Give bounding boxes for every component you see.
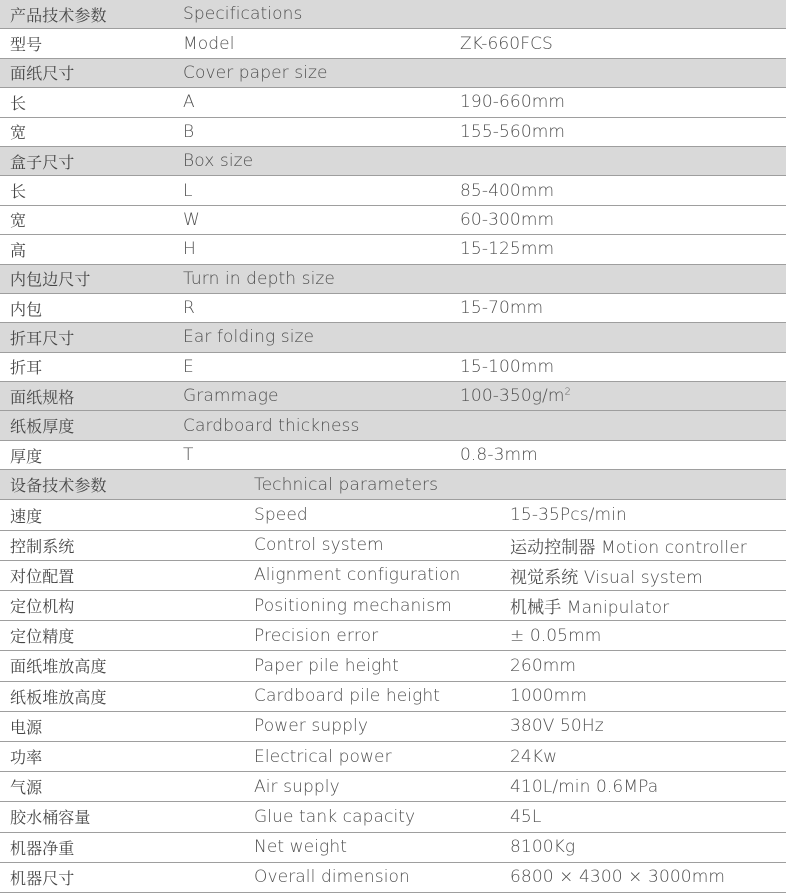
table-row bbox=[0, 802, 786, 832]
table-row bbox=[0, 352, 786, 381]
row-label-en: Speed bbox=[244, 500, 500, 530]
header-label-en: Technical parameters bbox=[244, 470, 500, 500]
row-label-en: Positioning mechanism bbox=[244, 591, 500, 621]
row-label-zh: 面纸堆放高度 bbox=[0, 651, 244, 681]
row-value: 380V 50Hz bbox=[500, 711, 786, 741]
row-label-zh: 高 bbox=[0, 235, 173, 264]
row-label-zh: 对位配置 bbox=[0, 560, 244, 590]
table-row bbox=[0, 651, 786, 681]
row-label-en: L bbox=[173, 176, 450, 205]
row-label-en: Power supply bbox=[244, 711, 500, 741]
row-label-zh: 机器净重 bbox=[0, 832, 244, 862]
row-label-en: Glue tank capacity bbox=[244, 802, 500, 832]
row-label-en: W bbox=[173, 205, 450, 234]
row-value: 6800 × 4300 × 3000mm bbox=[500, 862, 786, 892]
row-value: 15-70mm bbox=[450, 293, 786, 322]
row-label-zh: 内包 bbox=[0, 293, 173, 322]
row-label-en: Electrical power bbox=[244, 741, 500, 771]
row-value: 155-560mm bbox=[450, 117, 786, 146]
table-row bbox=[0, 862, 786, 892]
row-value: 视觉系统 Visual system bbox=[500, 560, 786, 590]
row-label-zh: 气源 bbox=[0, 772, 244, 802]
row-label-zh: 折耳 bbox=[0, 352, 173, 381]
row-label-zh: 电源 bbox=[0, 711, 244, 741]
row-label-en: Alignment configuration bbox=[244, 560, 500, 590]
section-header-row bbox=[0, 382, 786, 411]
table-row bbox=[0, 205, 786, 234]
row-value bbox=[450, 323, 786, 352]
row-value: $100-350g/m^2$ bbox=[450, 382, 786, 411]
row-label-zh: 宽 bbox=[0, 205, 173, 234]
row-value: 15-125mm bbox=[450, 235, 786, 264]
row-label-zh: 功率 bbox=[0, 741, 244, 771]
table-row bbox=[0, 530, 786, 560]
row-label-en: E bbox=[173, 352, 450, 381]
row-value: 1000mm bbox=[500, 681, 786, 711]
row-label-en: H bbox=[173, 235, 450, 264]
table-row bbox=[0, 117, 786, 146]
row-label-zh: 宽 bbox=[0, 117, 173, 146]
row-label-en: B bbox=[173, 117, 450, 146]
table-row bbox=[0, 772, 786, 802]
row-label-zh: 胶水桶容量 bbox=[0, 802, 244, 832]
technical-parameters-header-row bbox=[0, 470, 786, 500]
row-value: 60-300mm bbox=[450, 205, 786, 234]
row-label-en: T bbox=[173, 440, 450, 469]
row-label-en: Net weight bbox=[244, 832, 500, 862]
table-row bbox=[0, 440, 786, 469]
table-row bbox=[0, 741, 786, 771]
row-value: 机械手 Manipulator bbox=[500, 591, 786, 621]
table-row bbox=[0, 235, 786, 264]
row-label-zh: 机器尺寸 bbox=[0, 862, 244, 892]
row-label-en: Cover paper size bbox=[173, 58, 450, 87]
section-header-row bbox=[0, 323, 786, 352]
row-value: 24Kw bbox=[500, 741, 786, 771]
table-row bbox=[0, 560, 786, 590]
row-value: 260mm bbox=[500, 651, 786, 681]
header-value bbox=[450, 0, 786, 29]
row-label-en: Grammage bbox=[173, 382, 450, 411]
row-value: ± 0.05mm bbox=[500, 621, 786, 651]
table-row bbox=[0, 176, 786, 205]
header-value bbox=[500, 470, 786, 500]
row-label-zh: 型号 bbox=[0, 29, 173, 58]
row-value: 85-400mm bbox=[450, 176, 786, 205]
row-value: 0.8-3mm bbox=[450, 440, 786, 469]
row-label-en: Cardboard pile height bbox=[244, 681, 500, 711]
row-value-superscript: 2 bbox=[564, 386, 571, 398]
row-value: 45L bbox=[500, 802, 786, 832]
row-value: 190-660mm bbox=[450, 88, 786, 117]
row-label-en: Model bbox=[173, 29, 450, 58]
row-value bbox=[450, 411, 786, 440]
table-row bbox=[0, 832, 786, 862]
row-label-en: Cardboard thickness bbox=[173, 411, 450, 440]
row-label-zh: 折耳尺寸 bbox=[0, 323, 173, 352]
row-label-zh: 厚度 bbox=[0, 440, 173, 469]
table-row bbox=[0, 591, 786, 621]
row-label-en: Precision error bbox=[244, 621, 500, 651]
row-value: 15-35Pcs/min bbox=[500, 500, 786, 530]
row-value bbox=[450, 58, 786, 87]
header-label-zh: 产品技术参数 bbox=[0, 0, 173, 29]
row-label-en: Air supply bbox=[244, 772, 500, 802]
row-label-en: A bbox=[173, 88, 450, 117]
row-label-zh: 定位精度 bbox=[0, 621, 244, 651]
row-value bbox=[450, 264, 786, 293]
row-value: 运动控制器 Motion controller bbox=[500, 530, 786, 560]
row-label-zh: 长 bbox=[0, 88, 173, 117]
row-label-en: Control system bbox=[244, 530, 500, 560]
specifications-header-row bbox=[0, 0, 786, 29]
table-row bbox=[0, 621, 786, 651]
table-row bbox=[0, 681, 786, 711]
row-label-zh: 面纸规格 bbox=[0, 382, 173, 411]
header-label-zh: 设备技术参数 bbox=[0, 470, 244, 500]
row-label-zh: 面纸尺寸 bbox=[0, 58, 173, 87]
row-label-zh: 纸板堆放高度 bbox=[0, 681, 244, 711]
section-header-row bbox=[0, 411, 786, 440]
row-value: 8100Kg bbox=[500, 832, 786, 862]
table-row bbox=[0, 711, 786, 741]
technical-parameters-table bbox=[0, 470, 786, 893]
section-header-row bbox=[0, 146, 786, 175]
row-label-en: Ear folding size bbox=[173, 323, 450, 352]
row-value bbox=[450, 146, 786, 175]
row-label-zh: 长 bbox=[0, 176, 173, 205]
row-label-en: Overall dimension bbox=[244, 862, 500, 892]
section-header-row bbox=[0, 264, 786, 293]
row-label-zh: 盒子尺寸 bbox=[0, 146, 173, 175]
row-label-zh: 控制系统 bbox=[0, 530, 244, 560]
table-row bbox=[0, 500, 786, 530]
header-label-en: Specifications bbox=[173, 0, 450, 29]
row-label-en: Box size bbox=[173, 146, 450, 175]
row-label-zh: 速度 bbox=[0, 500, 244, 530]
row-label-en: R bbox=[173, 293, 450, 322]
row-value: ZK-660FCS bbox=[450, 29, 786, 58]
row-label-en: Paper pile height bbox=[244, 651, 500, 681]
row-label-zh: 内包边尺寸 bbox=[0, 264, 173, 293]
table-row bbox=[0, 29, 786, 58]
row-value: 410L/min 0.6MPa bbox=[500, 772, 786, 802]
row-value: 15-100mm bbox=[450, 352, 786, 381]
table-row bbox=[0, 88, 786, 117]
row-label-zh: 定位机构 bbox=[0, 591, 244, 621]
row-label-zh: 纸板厚度 bbox=[0, 411, 173, 440]
table-row bbox=[0, 293, 786, 322]
section-header-row bbox=[0, 58, 786, 87]
row-label-en: Turn in depth size bbox=[173, 264, 450, 293]
